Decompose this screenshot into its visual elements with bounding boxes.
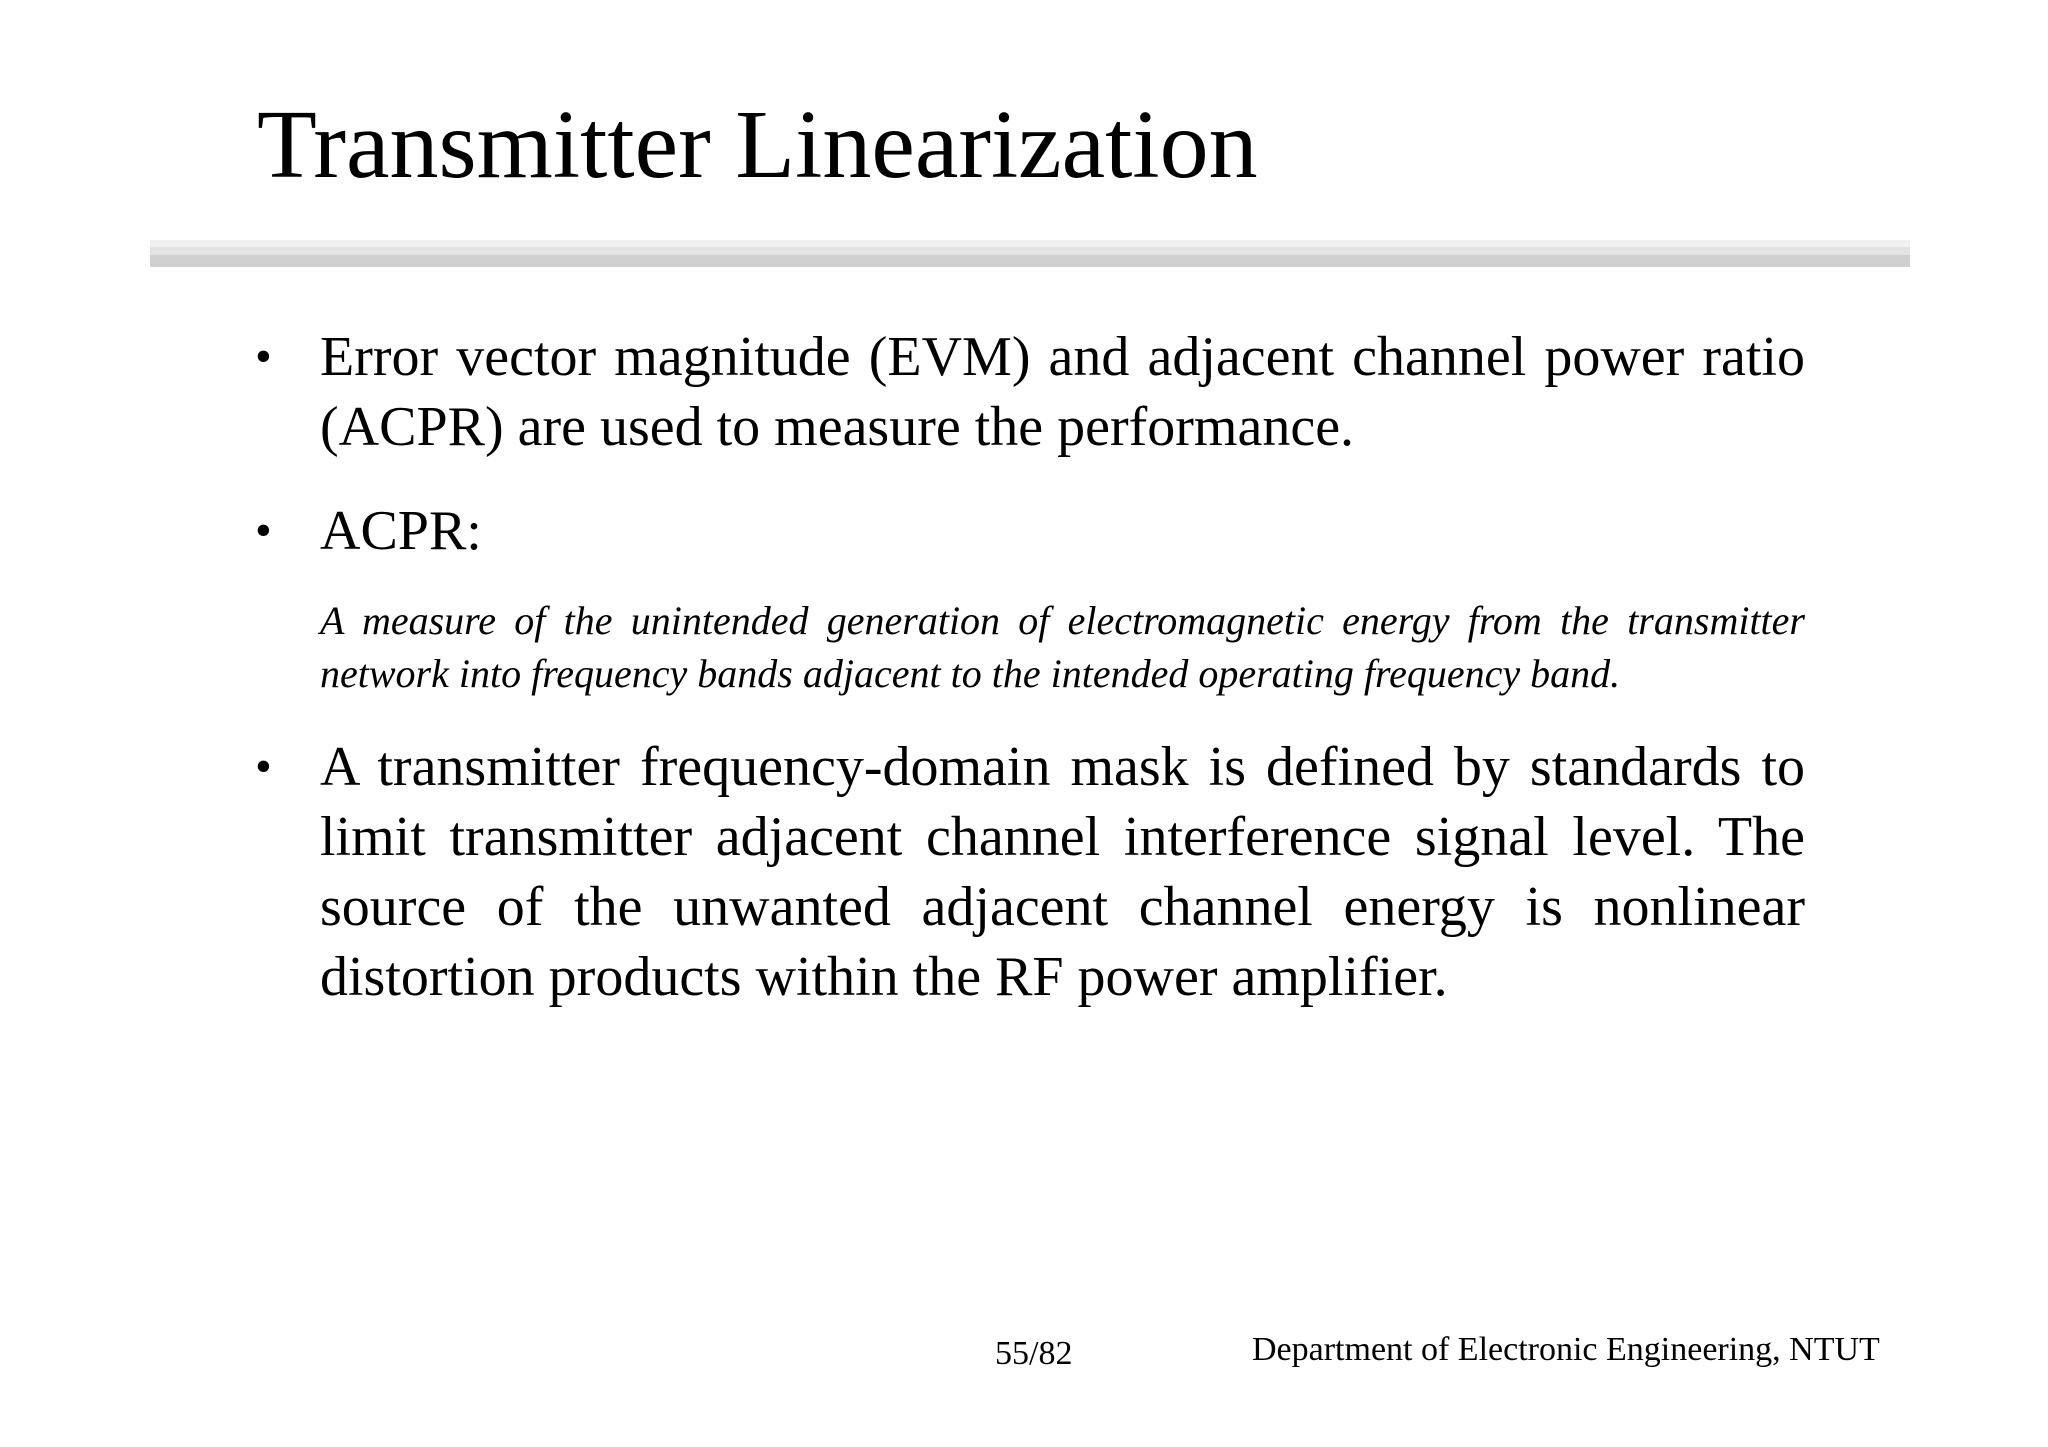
bullet-text: A transmitter frequency-domain mask is defined by standards to limit transmitter adjacent channel interference signal level. The source of the unwanted adjacent channel energy is nonlinear distortion products within the RF power amplifier.: [320, 736, 1805, 1008]
bullet-frequency-mask: [255, 732, 1805, 1012]
title-divider: [150, 240, 1910, 268]
slide-content: [255, 322, 1805, 1012]
page-number: 55/82: [995, 1335, 1073, 1372]
footer-department: Department of Electronic Engineering, NTUT: [1252, 1331, 1880, 1368]
bullet-evm-acpr: [255, 322, 1805, 462]
bullet-marker: •: [255, 504, 272, 557]
bullet-text: ACPR:: [320, 500, 482, 562]
slide-title: Transmitter Linearization: [257, 91, 1258, 199]
acpr-definition: A measure of the unintended generation of electromagnetic energy from the transmitter network into frequency bands adjacent to the intended operating frequency band.: [320, 598, 1805, 696]
bullet-marker: •: [255, 330, 272, 383]
bullet-text: Error vector magnitude (EVM) and adjacent channel power ratio (ACPR) are used to measure the performance.: [320, 326, 1805, 458]
bullet-marker: •: [255, 740, 272, 793]
bullet-acpr-heading: [255, 496, 1805, 566]
